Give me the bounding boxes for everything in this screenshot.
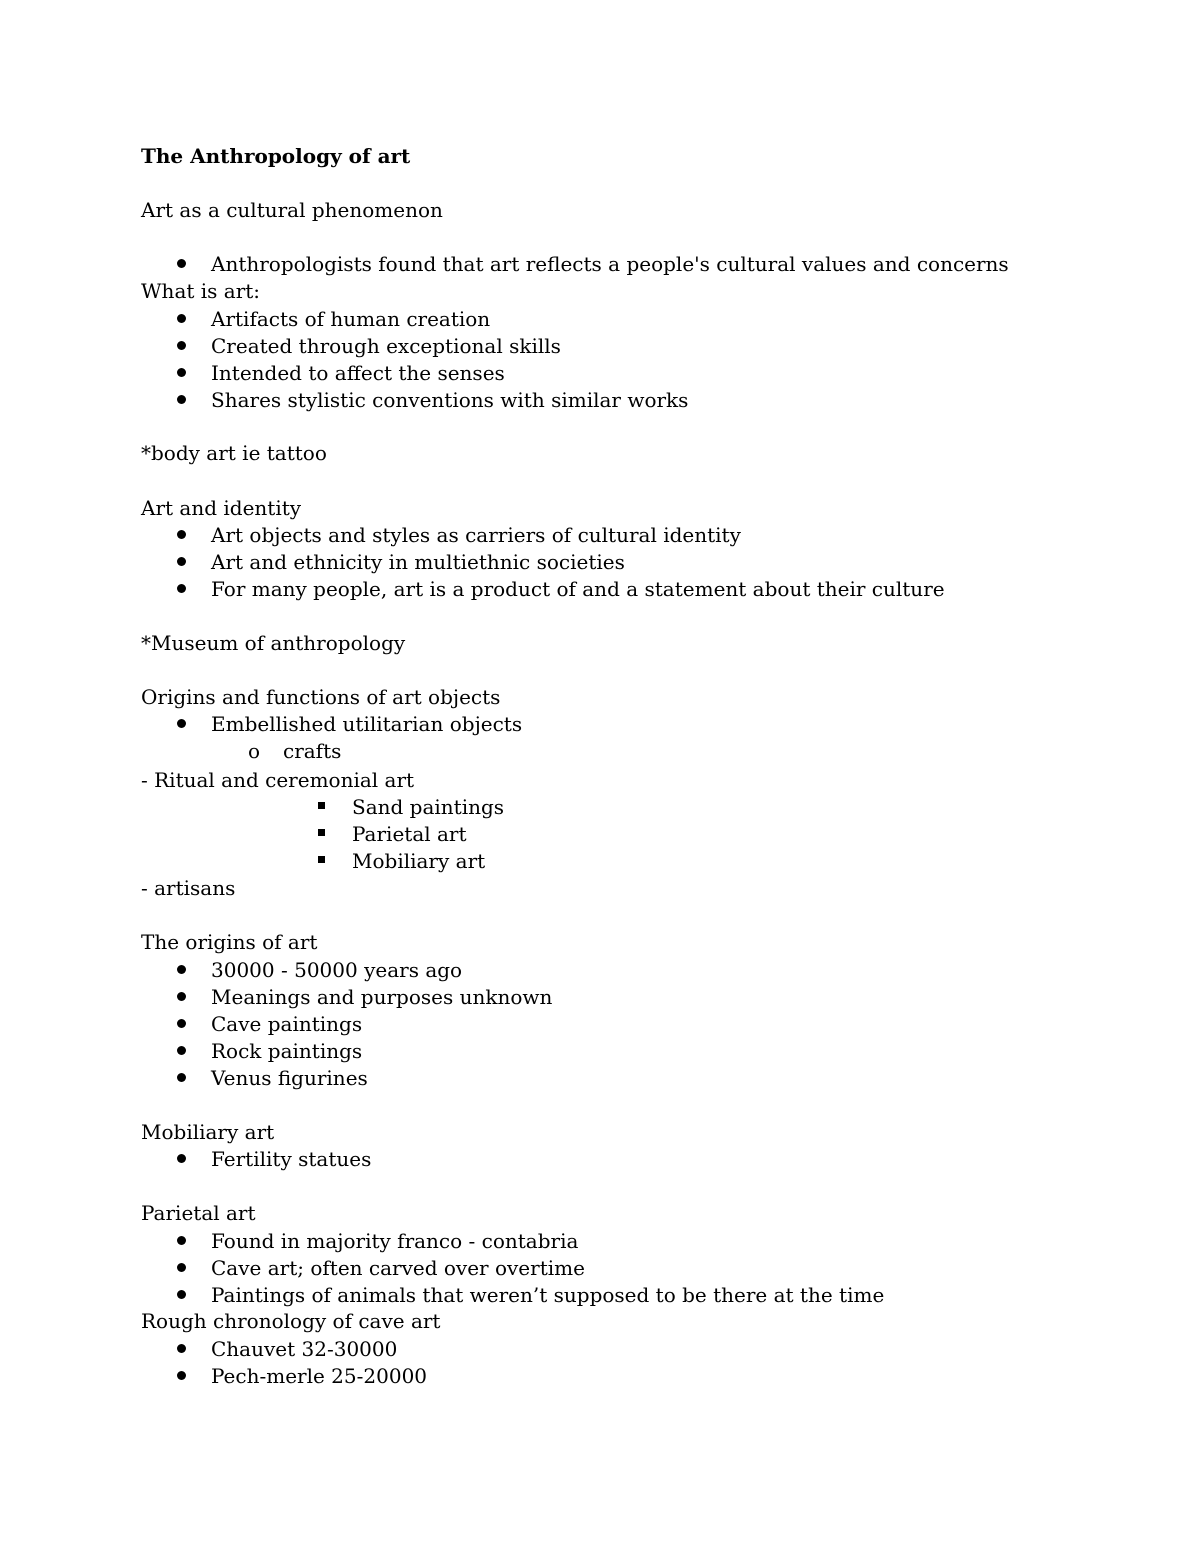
list-item: Anthropologists found that art reflects a people's cultural values and concerns (211, 252, 1009, 276)
bullet-icon (177, 1344, 186, 1353)
section-heading: Art as a cultural phenomenon (141, 198, 443, 222)
section-heading: Parietal art (141, 1201, 256, 1225)
section-heading: Art and identity (141, 496, 302, 520)
square-bullet-icon (318, 802, 325, 809)
square-bullet-icon (318, 829, 325, 836)
list-item: Rock paintings (211, 1039, 363, 1063)
list-item: 30000 - 50000 years ago (211, 958, 463, 982)
bullet-icon (177, 1154, 186, 1163)
list-item: Venus figurines (211, 1066, 368, 1090)
bullet-icon (177, 368, 186, 377)
list-item: Mobiliary art (352, 849, 486, 873)
list-item: Created through exceptional skills (211, 334, 561, 358)
dash-line: - artisans (141, 876, 236, 900)
list-item: Paintings of animals that weren’t supposed to be there at the time (211, 1283, 885, 1307)
section-heading: What is art: (141, 279, 261, 303)
list-item: Intended to affect the senses (211, 361, 505, 385)
list-item: Chauvet 32-30000 (211, 1337, 398, 1361)
bullet-icon (177, 314, 186, 323)
list-item: Art objects and styles as carriers of cultural identity (211, 523, 741, 547)
document-title: The Anthropology of art (141, 144, 411, 168)
bullet-icon (177, 965, 186, 974)
dash-line: - Ritual and ceremonial art (141, 768, 415, 792)
list-item: Artifacts of human creation (211, 307, 491, 331)
list-item: Sand paintings (352, 795, 505, 819)
list-item: Embellished utilitarian objects (211, 712, 523, 736)
list-item: Found in majority franco - contabria (211, 1229, 579, 1253)
note-text: *body art ie tattoo (141, 441, 327, 465)
list-item: For many people, art is a product of and a statement about their culture (211, 577, 945, 601)
list-item: Pech-merle 25-20000 (211, 1364, 428, 1388)
bullet-icon (177, 1371, 186, 1380)
list-item: Shares stylistic conventions with similar works (211, 388, 689, 412)
bullet-icon (177, 1263, 186, 1272)
square-bullet-icon (318, 856, 325, 863)
bullet-icon (177, 557, 186, 566)
bullet-icon (177, 395, 186, 404)
bullet-icon (177, 341, 186, 350)
list-item: Fertility statues (211, 1147, 372, 1171)
bullet-icon (177, 1290, 186, 1299)
bullet-icon (177, 1073, 186, 1082)
list-item: Cave art; often carved over overtime (211, 1256, 585, 1280)
bullet-icon (177, 992, 186, 1001)
bullet-icon (177, 1236, 186, 1245)
sub-list-item: crafts (283, 739, 342, 763)
sub-bullet-icon: o (248, 739, 261, 763)
section-heading: Mobiliary art (141, 1120, 275, 1144)
list-item: Art and ethnicity in multiethnic societies (211, 550, 625, 574)
list-item: Cave paintings (211, 1012, 363, 1036)
bullet-icon (177, 1046, 186, 1055)
bullet-icon (177, 259, 186, 268)
bullet-icon (177, 719, 186, 728)
bullet-icon (177, 1019, 186, 1028)
section-heading: Origins and functions of art objects (141, 685, 501, 709)
section-heading: Rough chronology of cave art (141, 1309, 441, 1333)
list-item: Parietal art (352, 822, 467, 846)
list-item: Meanings and purposes unknown (211, 985, 553, 1009)
bullet-icon (177, 530, 186, 539)
note-text: *Museum of anthropology (141, 631, 406, 655)
section-heading: The origins of art (141, 930, 318, 954)
bullet-icon (177, 584, 186, 593)
